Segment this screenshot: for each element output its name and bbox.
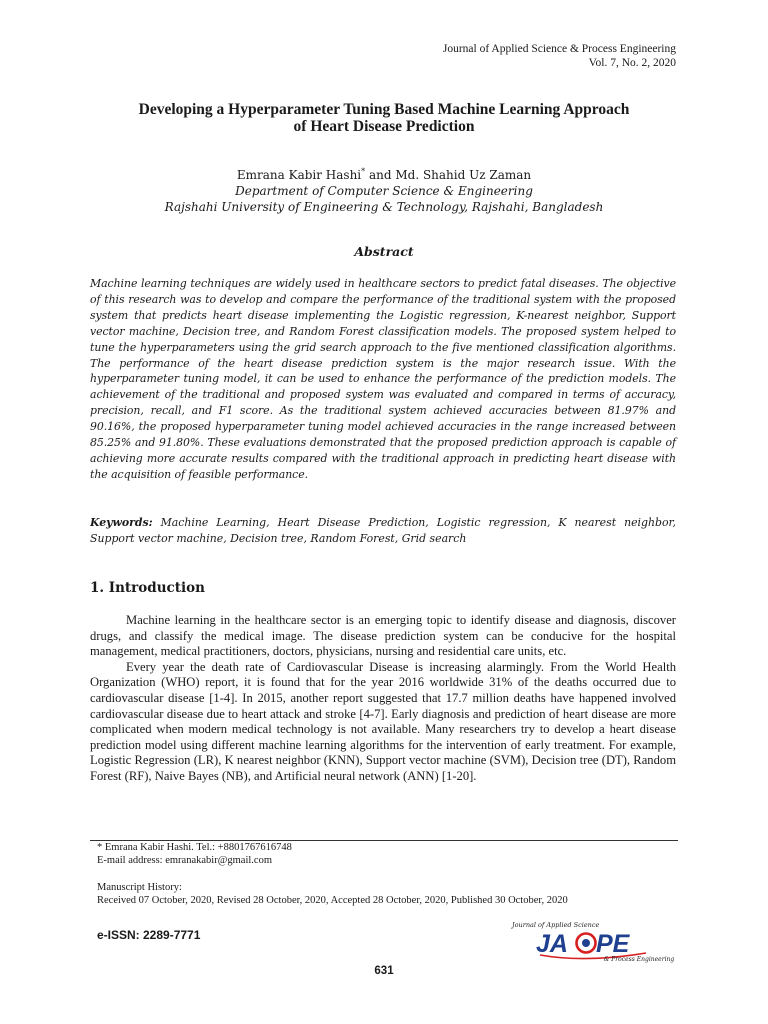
abstract-heading: Abstract	[354, 244, 414, 259]
logo-dot-icon	[582, 939, 590, 947]
corresponding-mark: *	[361, 167, 366, 176]
keywords	[90, 515, 676, 547]
eissn: e-ISSN: 2289-7771	[97, 928, 201, 942]
author-line	[0, 164, 768, 183]
paper-title	[60, 101, 708, 135]
paragraph: Every year the death rate of Cardiovascular Disease is increasing alarmingly. From the World Health Organization (WHO) report, it is found that for the year 2016 worldwide 31% of the deaths occurred due to cardiovascular disease [1-4]. In 2015, another report suggested that 17.7 million deaths have happened involved cardiovascular disease due to heart attack and stroke [4-7]. Early diagnosis and prediction of heart disease are more complicated when modern medical technology is not available. Many researchers try to develop a heart disease prediction model using different machine learning algorithms for the intervention of early treatment. For example, Logistic Regression (LR), K nearest neighbor (KNN), Support vector machine (SVM), Decision tree (DT), Random Forest (RF), Naive Bayes (NB), and Artificial neural network (ANN) [1-20].	[90, 659, 676, 783]
abstract-text: Machine learning techniques are widely used in healthcare sectors to predict fatal diseases. The objective of this research was to develop and compare the performance of the traditional system with the proposed system that predicts heart disease implementing the Logistic regression, K-nearest neighbor, Support vector machine, Decision tree, and Random Forest classification models. The proposed system helped to tune the hyperparameters using the grid search approach to the five mentioned classification algorithms. The performance of the heart disease prediction system is the major research issue. With the hyperparameter tuning model, it can be used to enhance the performance of the prediction models. The achievement of the traditional and proposed system was evaluated and compared in terms of accuracy, precision, recall, and F1 score. As the traditional system achieved accuracies between 81.97% and 90.16%, the proposed hyperparameter tuning model achieved accuracies in the range increased between 85.25% and 91.80%. These evaluations demonstrated that the proposed prediction approach is capable of achieving more accurate results compared with the traditional approach in predicting heart disease with the acquisition of feasible performance.	[90, 277, 676, 481]
introduction-body	[90, 613, 676, 785]
affiliation-department: Department of Computer Science & Engineering	[235, 184, 533, 198]
footnotes	[97, 841, 676, 907]
title-line-2: of Heart Disease Prediction	[293, 118, 475, 135]
logo-letters-left: JA	[536, 930, 568, 958]
affiliation-university: Rajshahi University of Engineering & Technology, Rajshahi, Bangladesh	[164, 200, 604, 214]
page-number: 631	[374, 965, 394, 977]
manuscript-history: Received 07 October, 2020, Revised 28 October, 2020, Accepted 28 October, 2020, Published 30 October, 2020	[97, 895, 568, 906]
journal-name: Journal of Applied Science & Process Engineering	[442, 43, 676, 55]
running-head	[443, 42, 676, 70]
paragraph: Machine learning in the healthcare sector is an emerging topic to identify disease and diagnosis, discover drugs, and classify the medical image. The disease prediction system can be conducive for the hospital management, medical practitioners, doctors, physicians, nursing and residential care units, etc.	[90, 613, 676, 659]
keywords-text: Machine Learning, Heart Disease Prediction, Logistic regression, K nearest neighbor, Support vector machine, Decision tree, Random Forest, Grid search	[90, 516, 676, 545]
author-2: Md. Shahid Uz Zaman	[395, 168, 532, 182]
manuscript-history-label: Manuscript History:	[97, 882, 182, 893]
logo-sub-text: & Process Engineering	[604, 956, 675, 963]
logo-small-text: Journal of Applied Science	[512, 921, 600, 929]
title-line-1: Developing a Hyperparameter Tuning Based Machine Learning Approach	[138, 101, 630, 118]
footnote-email: E-mail address: emranakabir@gmail.com	[97, 855, 272, 866]
journal-logo	[506, 918, 676, 964]
logo-letters-right: PE	[596, 930, 630, 958]
author-1: Emrana Kabir Hashi	[236, 168, 362, 182]
keywords-label: Keywords:	[90, 516, 153, 529]
author-connector: and	[365, 168, 396, 182]
section-heading: 1. Introduction	[90, 580, 205, 596]
author-block	[0, 164, 768, 215]
footnote-contact: * Emrana Kabir Hashi. Tel.: +8801767616748	[97, 842, 292, 853]
journal-volume: Vol. 7, No. 2, 2020	[588, 57, 676, 69]
